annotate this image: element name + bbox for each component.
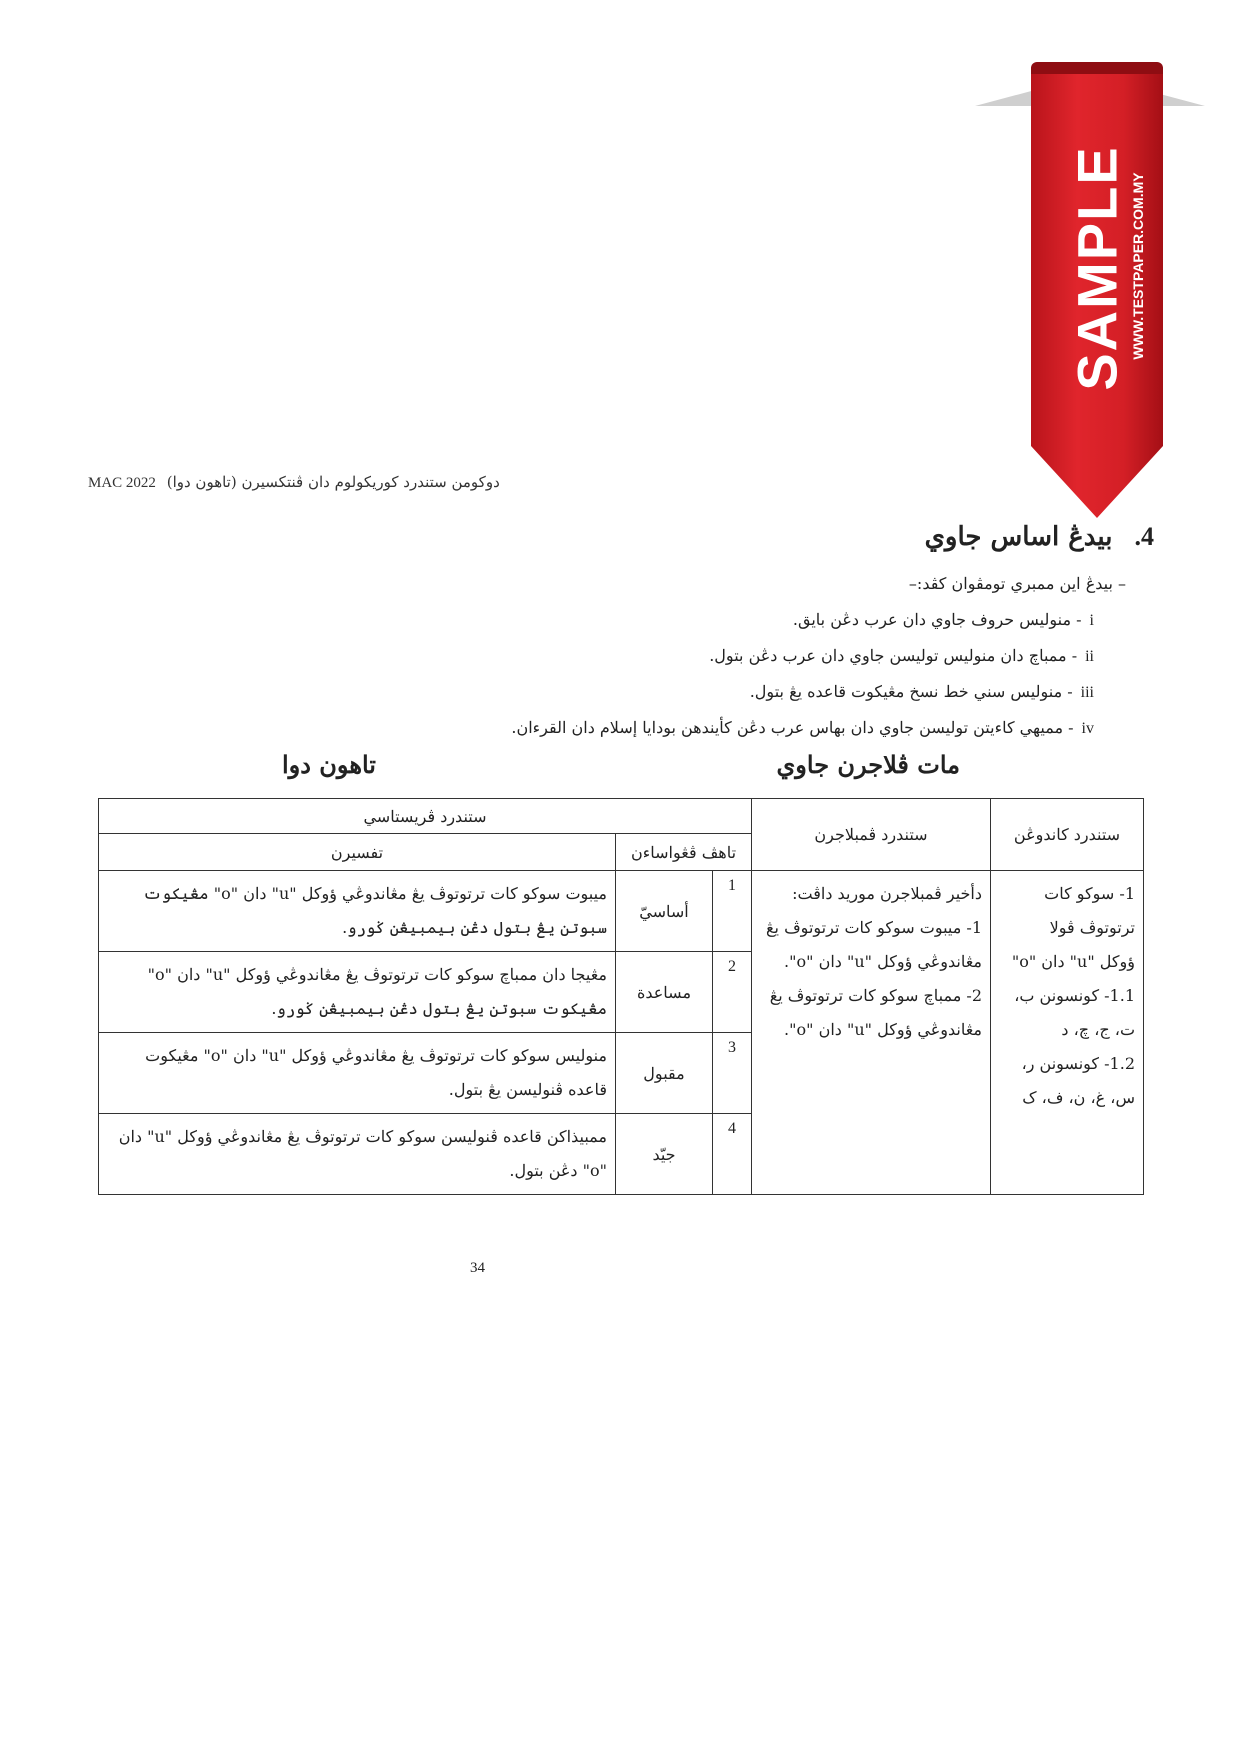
pembelajaran-cell	[752, 871, 991, 1195]
level-label: أساسيّ	[616, 871, 713, 952]
kandungan-line: 1- سوکو کات ترتوتوڤ ڤولا	[1044, 884, 1135, 937]
pembelajaran-intro: دأخير ڤمبلاجرن موريد داڤت:	[792, 884, 982, 903]
objective-item: iv- مميهي کاءيتن توليسن جاوي دان بهاس عرب دڠن کأيندهن بودايا إسلام دان القرءان.	[511, 718, 1094, 737]
level-description: مڠيجا دان ممباچ سوکو کات ترتوتوڤ يڠ مڠاندوڠي ؤوکل "u" دان "o" مڠيکوت سبوتن يڠ بتول دڠن بيمبيڠن ݢورو.	[99, 952, 616, 1033]
level-number: 1	[713, 871, 752, 952]
objective-mark: ii	[1085, 648, 1094, 665]
kandungan-line: 1.1- کونسونن ب،	[1014, 986, 1135, 1005]
table-header-row	[99, 799, 1144, 834]
year-title: تاهون دوا	[282, 750, 376, 779]
document-code: MAC 2022	[88, 475, 156, 491]
objective-mark: iii	[1080, 684, 1094, 701]
watermark-label: SAMPLE	[1065, 145, 1129, 391]
kandungan-line: 1.2- کونسونن ر،	[1021, 1054, 1135, 1073]
level-description: ممبيذاکن قاعده ڤنوليسن سوکو کات ترتوتوڤ يڠ مڠاندوڠي ؤوکل "u" دان "o" دڠن بتول.	[99, 1114, 616, 1195]
kandungan-cell	[991, 871, 1144, 1195]
kandungan-line: ؤوکل "u" دان "o"	[1011, 952, 1135, 971]
header-kandungan: ستندرد کاندوڠن	[991, 799, 1144, 871]
objective-text: مميهي کاءيتن توليسن جاوي دان بهاس عرب دڠن کأيندهن بودايا إسلام دان القرءان.	[511, 718, 1064, 737]
page-number: 34	[470, 1260, 485, 1276]
subject-title: مات ڤلاجرن جاوي	[776, 750, 960, 779]
objectives-intro: – بيدڠ اين ممبري تومڤوان کڤد:–	[908, 574, 1126, 593]
level-number: 2	[713, 952, 752, 1033]
kandungan-line: س، غ، ن، ف، ک	[1022, 1088, 1135, 1107]
pembelajaran-item: 2- ممباچ سوکو کات ترتوتوڤ يڠ مڠاندوڠي ؤوکل "u" دان "o".	[769, 986, 982, 1039]
header-prestasi: ستندرد ڤريستاسي	[99, 799, 752, 834]
level-description: ميبوت سوکو کات ترتوتوڤ يڠ مڠاندوڠي ؤوکل "u" دان "o" مڠيکوت سبوتن يڠ بتول دڠن بيمبيڠن ݢورو.	[99, 871, 616, 952]
level-number: 4	[713, 1114, 752, 1195]
level-description: منوليس سوکو کات ترتوتوڤ يڠ مڠاندوڠي ؤوکل "u" دان "o" مڠيکوت قاعده ڤنوليسن يڠ بتول.	[99, 1033, 616, 1114]
sample-ribbon-watermark	[975, 62, 1215, 522]
section-number: 4.	[1134, 522, 1154, 551]
objective-item: iii- منوليس سني خط نسخ مڠيکوت قاعده يڠ بتول.	[749, 682, 1094, 701]
ribbon-text	[1031, 68, 1163, 448]
objective-text: منوليس حروف جاوي دان عرب دڠن بايق.	[792, 610, 1072, 629]
watermark-site: WWW.TESTPAPER.COM.MY	[1130, 172, 1146, 360]
objective-text: ممباچ دان منوليس توليسن جاوي دان عرب دڠن بتول.	[709, 646, 1067, 665]
standards-table	[98, 798, 1144, 1195]
level-number: 3	[713, 1033, 752, 1114]
objective-item: ii- ممباچ دان منوليس توليسن جاوي دان عرب دڠن بتول.	[709, 646, 1094, 665]
kandungan-line: ت، ج، چ، د	[1061, 1020, 1135, 1039]
level-label: مقبول	[616, 1033, 713, 1114]
header-tahap: تاهڤ ڤڠواساءن	[616, 834, 752, 871]
objective-mark: iv	[1081, 720, 1094, 737]
ribbon-fold-left	[975, 90, 1035, 106]
header-pembelajaran: ستندرد ڤمبلاجرن	[752, 799, 991, 871]
objective-mark: i	[1089, 612, 1094, 629]
section-title: بيدڠ اساس جاوي	[924, 522, 1113, 552]
table-row	[99, 871, 1144, 952]
document-title: دوکومن ستندرد کوريکولوم دان ڤنتکسيرن (تاهون دوا)	[166, 473, 500, 491]
objectives-list	[511, 566, 1126, 746]
level-label: جيّد	[616, 1114, 713, 1195]
header-tafsiran: تفسيرن	[99, 834, 616, 871]
document-header	[88, 473, 500, 492]
pembelajaran-item: 1- ميبوت سوکو کات ترتوتوڤ يڠ مڠاندوڠي ؤوکل "u" دان "o".	[766, 918, 982, 971]
objective-item: i- منوليس حروف جاوي دان عرب دڠن بايق.	[792, 610, 1094, 629]
level-label: مساعدة	[616, 952, 713, 1033]
objective-text: منوليس سني خط نسخ مڠيکوت قاعده يڠ بتول.	[749, 682, 1063, 701]
section-heading	[925, 522, 1154, 552]
